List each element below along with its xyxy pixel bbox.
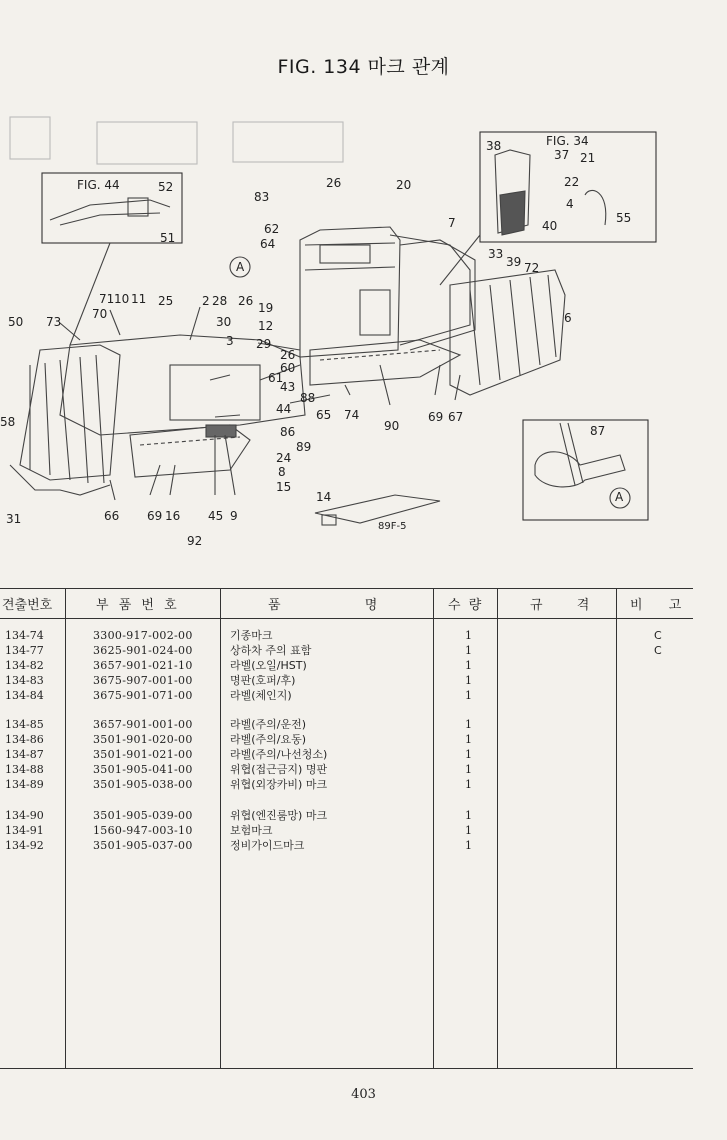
quantity-cell: 1 [465, 718, 472, 731]
callout-label: 2 [202, 294, 210, 308]
callout-label: A [615, 490, 624, 504]
callout-label: 55 [616, 211, 632, 225]
callout-label: 89 [296, 440, 312, 454]
ref-cell: 134-85 [5, 718, 44, 731]
callout-label: 69 [428, 410, 444, 424]
ref-cell: 134-92 [5, 839, 44, 852]
ref-cell: 134-86 [5, 733, 44, 746]
callout-label: 64 [260, 237, 276, 251]
callout-label: 26 [280, 348, 296, 362]
callout-label: 37 [554, 148, 570, 162]
table-row [0, 673, 693, 688]
ref-cell: 134-91 [5, 824, 44, 837]
table-row [0, 762, 693, 777]
quantity-cell: 1 [465, 778, 472, 791]
ref-cell: 134-89 [5, 778, 44, 791]
quantity-cell: 1 [465, 644, 472, 657]
ref-cell: 134-77 [5, 644, 44, 657]
callout-label: 52 [158, 180, 174, 194]
callout-label: 62 [264, 222, 280, 236]
remarks-cell: C [654, 644, 662, 657]
callout-label: 43 [280, 380, 296, 394]
quantity-cell: 1 [465, 839, 472, 852]
header-spec: 규 격 [530, 598, 590, 613]
part-number-cell: 3657-901-001-00 [93, 718, 193, 731]
callout-label: 30 [216, 315, 232, 329]
part-name-cell: 라벨(체인지) [230, 689, 292, 702]
quantity-cell: 1 [465, 733, 472, 746]
quantity-cell: 1 [465, 659, 472, 672]
part-number-cell: 3501-905-039-00 [93, 809, 193, 822]
page-title: FIG. 134 마크 관계 [277, 56, 450, 78]
part-name-cell: 명판(호퍼/후) [230, 674, 296, 687]
part-number-cell: 3625-901-024-00 [93, 644, 193, 657]
header-remarks: 비 고 [630, 598, 682, 613]
table-row [0, 838, 693, 853]
header-ref-no: 견출번호 [2, 598, 53, 613]
callout-label: 72 [524, 261, 540, 275]
parts-illustration [0, 95, 727, 565]
part-name-cell: 라벨(주의/요동) [230, 733, 307, 746]
header-part-name: 품 명 [268, 598, 378, 613]
callout-label: 44 [276, 402, 292, 416]
part-number-cell: 3675-907-001-00 [93, 674, 193, 687]
part-number-cell: 3501-905-041-00 [93, 763, 193, 776]
callout-label: 83 [254, 190, 270, 204]
callout-label: 74 [344, 408, 360, 422]
header-quantity: 수 량 [448, 598, 484, 613]
part-name-cell: 보험마크 [230, 824, 273, 837]
callout-label: 7 [448, 216, 456, 230]
callout-label: 31 [6, 512, 22, 526]
callout-label: 61 [268, 371, 284, 385]
callout-label: 50 [8, 315, 24, 329]
callout-label: 89F-5 [378, 521, 407, 532]
callout-label: 92 [187, 534, 203, 548]
callout-label: 9 [230, 509, 238, 523]
callout-label: 88 [300, 391, 316, 405]
part-name-cell: 정비가이드마크 [230, 839, 305, 852]
ref-cell: 134-88 [5, 763, 44, 776]
callout-label: 28 [212, 294, 228, 308]
callout-label: 73 [46, 315, 62, 329]
table-row [0, 688, 693, 703]
callout-label: 51 [160, 231, 176, 245]
part-number-cell: 3501-901-021-00 [93, 748, 193, 761]
table-row [0, 747, 693, 762]
callout-label: 6 [564, 311, 572, 325]
part-name-cell: 위협(접근금지) 명판 [230, 763, 328, 776]
callout-label: 65 [316, 408, 332, 422]
callout-label: 26 [238, 294, 254, 308]
callout-label: 29 [256, 337, 272, 351]
callout-label: 3 [226, 334, 234, 348]
callout-label: 71 [99, 292, 115, 306]
callout-label: 20 [396, 178, 412, 192]
callout-label: 67 [448, 410, 464, 424]
callout-label: 12 [258, 319, 274, 333]
callout-label: 14 [316, 490, 332, 504]
callout-label: 16 [165, 509, 181, 523]
callout-label: FIG. 44 [77, 178, 120, 192]
header-part-number: 부 품 번 호 [96, 598, 180, 613]
callout-label: 26 [326, 176, 342, 190]
callout-label: 60 [280, 361, 296, 375]
quantity-cell: 1 [465, 809, 472, 822]
callout-label: 66 [104, 509, 120, 523]
part-name-cell: 상하차 주의 표함 [230, 644, 312, 657]
callout-label: 87 [590, 424, 606, 438]
callout-label: 33 [488, 247, 504, 261]
part-name-cell: 기종마크 [230, 629, 273, 642]
part-name-cell: 라벨(주의/나선청소) [230, 748, 328, 761]
quantity-cell: 1 [465, 689, 472, 702]
callout-label: FIG. 34 [546, 134, 589, 148]
callout-label: 69 [147, 509, 163, 523]
table-row [0, 732, 693, 747]
callout-label: 22 [564, 175, 580, 189]
table-row [0, 628, 693, 643]
ref-cell: 134-83 [5, 674, 44, 687]
callout-label: 15 [276, 480, 292, 494]
quantity-cell: 1 [465, 629, 472, 642]
table-header-rule [0, 618, 693, 619]
callout-label: 11 [131, 292, 147, 306]
part-number-cell: 3501-901-020-00 [93, 733, 193, 746]
callout-label: 10 [114, 292, 130, 306]
part-name-cell: 위협(엔진룸망) 마크 [230, 809, 328, 822]
callout-label: 21 [580, 151, 596, 165]
part-number-cell: 1560-947-003-10 [93, 824, 193, 837]
callout-label: 58 [0, 415, 16, 429]
callout-label: 25 [158, 294, 174, 308]
part-name-cell: 라벨(오일/HST) [230, 659, 307, 672]
callout-label: 8 [278, 465, 286, 479]
ref-cell: 134-87 [5, 748, 44, 761]
remarks-cell: C [654, 629, 662, 642]
ref-cell: 134-84 [5, 689, 44, 702]
callout-label: 19 [258, 301, 274, 315]
part-number-cell: 3501-905-038-00 [93, 778, 193, 791]
part-number-cell: 3501-905-037-00 [93, 839, 193, 852]
page-number: 403 [351, 1087, 376, 1102]
callout-label: 45 [208, 509, 224, 523]
part-name-cell: 위협(외장카비) 마크 [230, 778, 328, 791]
table-row [0, 823, 693, 838]
table-row [0, 717, 693, 732]
callout-label: 39 [506, 255, 522, 269]
callout-label: 40 [542, 219, 558, 233]
part-name-cell: 라벨(주의/운전) [230, 718, 307, 731]
table-row [0, 777, 693, 792]
callout-label: 4 [566, 197, 574, 211]
parts-table [0, 588, 693, 1070]
part-number-cell: 3300-917-002-00 [93, 629, 193, 642]
quantity-cell: 1 [465, 748, 472, 761]
quantity-cell: 1 [465, 674, 472, 687]
callout-label: 70 [92, 307, 108, 321]
table-top-rule [0, 588, 693, 589]
table-row [0, 643, 693, 658]
ref-cell: 134-74 [5, 629, 44, 642]
quantity-cell: 1 [465, 824, 472, 837]
callout-label: 24 [276, 451, 292, 465]
table-row [0, 808, 693, 823]
table-row [0, 658, 693, 673]
part-number-cell: 3657-901-021-10 [93, 659, 193, 672]
callout-label: 86 [280, 425, 296, 439]
ref-cell: 134-90 [5, 809, 44, 822]
callout-label: A [236, 260, 245, 274]
callout-label: 38 [486, 139, 502, 153]
quantity-cell: 1 [465, 763, 472, 776]
callout-label: 90 [384, 419, 400, 433]
table-bottom-rule [0, 1068, 693, 1069]
part-number-cell: 3675-901-071-00 [93, 689, 193, 702]
ref-cell: 134-82 [5, 659, 44, 672]
